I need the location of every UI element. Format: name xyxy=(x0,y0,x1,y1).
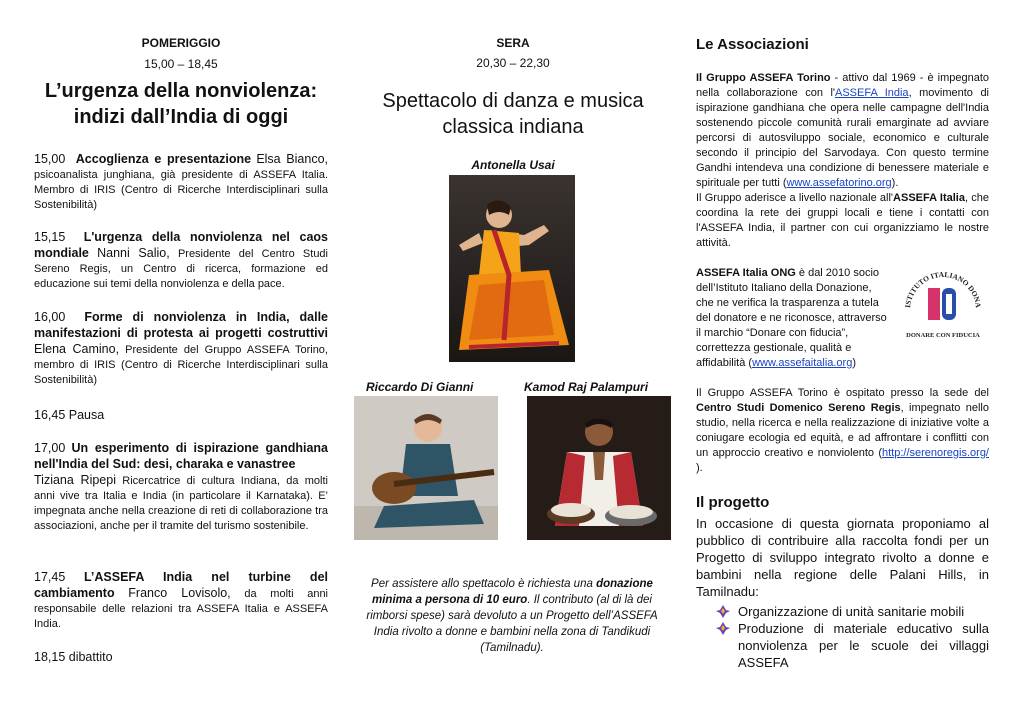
item-desc: Ricercatrice di cultura Indiana, da molti anni vive tra Italia e India (in particolare il Karnataka). E’ impegnata anche nella creazione di reti di collaborazione tra associazioni, anche per il tramite del turismo sostenibile. xyxy=(34,475,328,532)
evening-time: 20,30 – 22,30 xyxy=(476,56,550,70)
project-bullet-item xyxy=(716,620,989,671)
bullet-icon xyxy=(716,605,730,618)
p4-bold: Centro Studi Domenico Sereno Regis xyxy=(696,402,901,414)
item-time: 16,00 xyxy=(34,310,66,324)
bullet-text: Organizzazione di unità sanitarie mobili xyxy=(738,604,965,619)
p4-text-2: , impegnato nello studio, nella ricerca e nella realizzazione di iniziative volte a coniugare ecologia ed equità, e ad affrontare i conflitti con un approccio creativo e nonviolento ( xyxy=(696,402,989,459)
item-title: Forme di nonviolenza in India, dalle manifestazioni di protesta ai progetti costruttivi xyxy=(34,310,328,340)
serenoregis-link[interactable]: http://serenoregis.org/ xyxy=(881,447,989,459)
assefa-india-link[interactable]: ASSEFA India xyxy=(835,87,909,99)
item-title: L’ASSEFA India nel turbine del cambiamento xyxy=(34,570,328,600)
bullet-text: Produzione di materiale educativo sulla nonviolenza per le scuole dei villaggi ASSEFA xyxy=(738,621,989,670)
program-item-2 xyxy=(34,230,328,292)
program-debate: 18,15 dibattito xyxy=(34,650,113,664)
item-time: 17,00 xyxy=(34,441,66,455)
item-title: Accoglienza e presentazione xyxy=(75,152,252,166)
p2-bold: ASSEFA Italia xyxy=(893,192,965,204)
associations-heading: Le Associazioni xyxy=(696,36,809,53)
item-time: 15,15 xyxy=(34,230,66,244)
item-title: L'urgenza della nonviolenza nel caos mondiale xyxy=(34,230,328,260)
p1-text-3: ). xyxy=(891,177,899,189)
assefa-italia-paragraph xyxy=(696,266,892,371)
assefaitalia-link[interactable]: www.assefaitalia.org xyxy=(752,357,853,369)
item-desc: Presidente del Gruppo ASSEFA Torino, membro di IRIS (Centro di Ricerche Interdisciplinari sulla Sostenibilità) xyxy=(34,344,328,386)
dancer-photo xyxy=(449,175,575,362)
item-desc: psicoanalista junghiana, già presidente di ASSEFA Italia. Membro di IRIS (Centro di Ricerche Interdisciplinari sulla Sostenibilità) xyxy=(34,169,328,211)
item-speaker: Elsa Bianco, xyxy=(256,152,328,166)
bullet-icon xyxy=(716,622,730,635)
assefatorino-link[interactable]: www.assefatorino.org xyxy=(786,177,892,189)
item-desc: Presidente del Centro Studi Sereno Regis, un Centro di ricerca, formazione ed educazione sui temi della nonviolenza e della pace. xyxy=(34,248,328,290)
evening-title: Spettacolo di danza e musica classica indiana xyxy=(382,90,644,138)
p3-bold: ASSEFA Italia ONG xyxy=(696,267,796,279)
project-bullets xyxy=(716,603,989,671)
item-speaker: Elena Camino, xyxy=(34,342,120,356)
item-speaker: Tiziana Ripepi xyxy=(34,473,116,487)
item-speaker: Franco Lovisolo, xyxy=(128,586,231,600)
donazione-logo xyxy=(900,268,986,344)
note-text: Per assistere allo spettacolo è richiesta una xyxy=(371,578,593,590)
artist-name-3: Kamod Raj Palampuri xyxy=(524,380,649,394)
item-desc: da molti anni responsabile delle relazioni tra ASSEFA Italia e ASSEFA India. xyxy=(34,588,329,630)
p3-text: è dal 2010 socio dell’Istituto Italiano della Donazione, che ne verifica la trasparenza a tutela del donatore e ne riconosce, attraverso il marchio “Donare con fiducia”, correttezza gestionale, qualità e affidabilità ( xyxy=(696,267,887,369)
p1-text: - attivo dal 1969 - è impegnato nella collaborazione con l' xyxy=(696,72,989,99)
p1-bold: Il Gruppo ASSEFA Torino xyxy=(696,72,831,84)
p4-text-3: ). xyxy=(696,462,703,474)
item-speaker: Nanni Salio, xyxy=(97,246,170,260)
afternoon-header: POMERIGGIO xyxy=(141,36,221,50)
item-time: 15,00 xyxy=(34,152,66,166)
item-title: Un esperimento di ispirazione gandhiana nell'India del Sud: desi, charaka e vanastree xyxy=(34,441,328,471)
program-item-3 xyxy=(34,310,328,388)
logo-bottom-text: DONARE CON FIDUCIA xyxy=(906,332,980,339)
project-bullet-item xyxy=(716,603,989,620)
program-item-5 xyxy=(34,441,328,534)
p1-text-2: , movimento di ispirazione gandhiana che opera nelle campagne dell'India sostenendo piccole comunità rurali emarginate ad avviare percorsi di autosviluppo sociale, economico e culturale secondo il principio del Sarvodaya. Con questo termine Gandhi intendeva una condizione di benessere materiale e spirituale per tutti ( xyxy=(696,87,990,189)
program-item-1 xyxy=(34,152,328,213)
program-break: 16,45 Pausa xyxy=(34,408,105,422)
evening-header: SERA xyxy=(496,36,530,50)
artist-name-2: Riccardo Di Gianni xyxy=(366,380,474,394)
sereno-regis-paragraph xyxy=(696,386,989,476)
logo-ring-text: ISTITUTO ITALIANO DONA xyxy=(903,269,983,309)
p2-text-2: , che coordina la rete dei gruppi locali e tiene i contatti con l'ASSEFA India, il partner con cui organizziamo le nostre attività. xyxy=(696,192,989,249)
p2-text: Il Gruppo aderisce a livello nazionale all' xyxy=(696,192,894,204)
afternoon-time: 15,00 – 18,45 xyxy=(144,57,218,71)
project-paragraph: In occasione di questa giornata proponiamo al pubblico di contribuire alla raccolta fondi per un Progetto di sviluppo integrato rivolto a donne e bambini nella regione delle Palani Hills, in Tamilnadu: xyxy=(696,516,989,599)
donation-note xyxy=(362,576,662,656)
program-item-6 xyxy=(34,570,328,632)
p4-text: Il Gruppo ASSEFA Torino è ospitato presso la sede del xyxy=(696,387,989,399)
note-text-2: . Il contributo (al di là dei rimborsi spese) sarà devoluto a un Progetto dell’ASSEFA India rivolto a donne e bambini nella zona di Tandikudi (Tamilnadu). xyxy=(366,594,658,654)
artist-name-1: Antonella Usai xyxy=(471,158,555,172)
p3-text-2: ) xyxy=(852,357,857,369)
note-bold: donazione minima a persona di 10 euro xyxy=(372,578,653,606)
musician-tabla-photo xyxy=(527,396,671,540)
item-time: 17,45 xyxy=(34,570,66,584)
musician-sitar-photo xyxy=(354,396,498,540)
project-heading: Il progetto xyxy=(696,494,770,511)
afternoon-title: L’urgenza della nonviolenza: indizi dall’India di oggi xyxy=(44,80,318,128)
assefa-torino-paragraph xyxy=(696,71,989,251)
